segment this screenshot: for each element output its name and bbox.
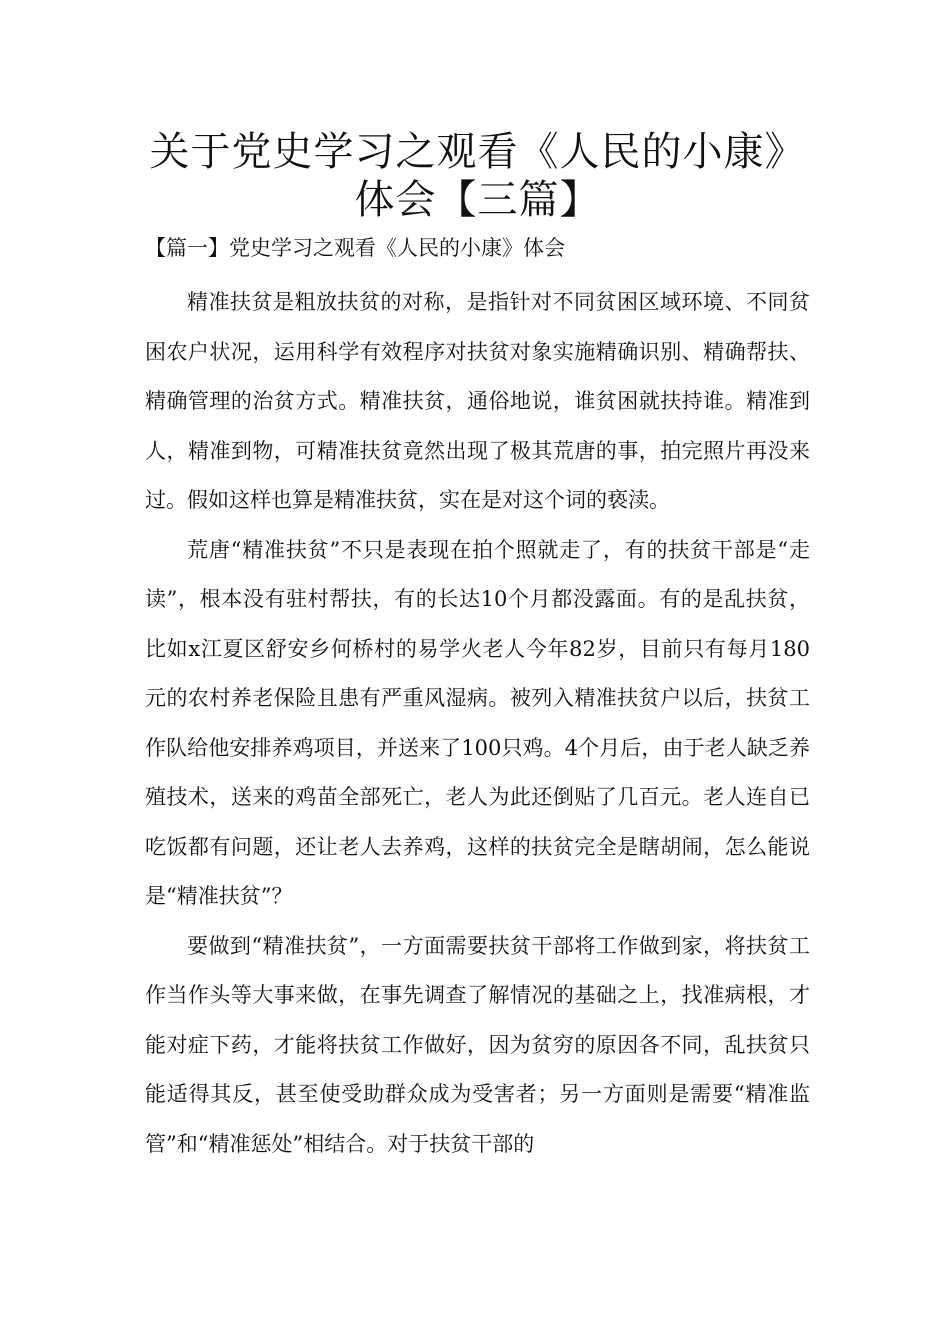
- document-title: 关于党史学习之观看《人民的小康》体会【三篇】: [149, 129, 806, 223]
- paragraph-3: 要做到“精准扶贫”，一方面需要扶贫干部将工作做到家，将扶贫工作当作头等大事来做，在事先调查了解情况的基础之上，找准病根，才能对症下药，才能将扶贫工作做好，因为贫穷的原因各不同，乱扶贫只能适得其反，甚至使受助群众成为受害者；另一方面则是需要“精准监管”和“精准惩处”相结合。对于扶贫干部的: [145, 933, 810, 1156]
- document-page: [145, 128, 810, 1169]
- section-heading: 【篇一】党史学习之观看《人民的小康》体会: [145, 236, 565, 260]
- paragraph-2: 荒唐“精准扶贫”不只是表现在拍个照就走了，有的扶贫干部是“走读”，根本没有驻村帮扶，有的长达10个月都没露面。有的是乱扶贫，比如x江夏区舒安乡何桥村的易学火老人今年82岁，目前只有每月180元的农村养老保险且患有严重风湿病。被列入精准扶贫户以后，扶贫工作队给他安排养鸡项目，并送来了100只鸡。4个月后，由于老人缺乏养殖技术，送来的鸡苗全部死亡，老人为此还倒贴了几百元。老人连自已吃饭都有问题，还让老人去养鸡，这样的扶贫完全是瞎胡闹，怎么能说是“精准扶贫”？: [145, 537, 810, 908]
- paragraph-1: 精准扶贫是粗放扶贫的对称，是指针对不同贫困区域环境、不同贫困农户状况，运用科学有效程序对扶贫对象实施精确识别、精确帮扶、精确管理的治贫方式。精准扶贫，通俗地说，谁贫困就扶持谁。精准到人，精准到物，可精准扶贫竟然出现了极其荒唐的事，拍完照片再没来过。假如这样也算是精准扶贫，实在是对这个词的亵渎。: [145, 290, 810, 512]
